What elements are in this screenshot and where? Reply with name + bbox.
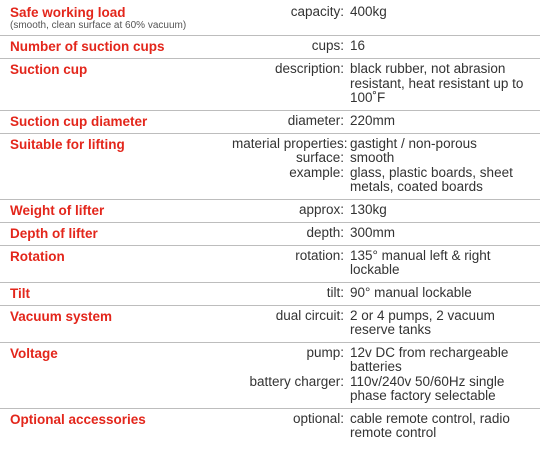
spec-row-suction-cup [0, 59, 540, 111]
spec-pair [232, 375, 540, 404]
spec-heading: Vacuum system [10, 308, 113, 324]
spec-values [232, 249, 540, 278]
spec-value: 130kg [350, 201, 387, 217]
spec-values [232, 62, 540, 106]
spec-value: 400kg [350, 4, 387, 19]
spec-values [232, 226, 540, 241]
spec-heading: Suction cup [10, 62, 88, 77]
spec-pair [232, 137, 540, 152]
spec-heading-cell [0, 203, 232, 218]
spec-pair [232, 249, 540, 278]
spec-label: diameter: [287, 112, 344, 128]
spec-heading: Suitable for lifting [10, 136, 125, 152]
spec-heading-cell [0, 412, 232, 441]
spec-pair [232, 166, 540, 195]
spec-heading-cell [0, 249, 232, 278]
spec-row-tilt [0, 283, 540, 306]
spec-label: cups: [311, 38, 344, 53]
spec-pair [232, 203, 540, 218]
spec-heading: Suction cup diameter [10, 113, 148, 129]
spec-values [232, 309, 540, 338]
spec-row-voltage [0, 343, 540, 409]
spec-heading-cell [0, 286, 232, 301]
spec-pair [232, 39, 540, 54]
spec-label: dual circuit: [275, 307, 344, 323]
spec-row-number-of-suction-cups [0, 36, 540, 59]
spec-pair [232, 309, 540, 338]
spec-heading: Depth of lifter [10, 225, 98, 241]
spec-values [232, 203, 540, 218]
spec-value: smooth [350, 150, 395, 165]
spec-pair [232, 286, 540, 301]
spec-values [232, 39, 540, 54]
spec-heading-cell [0, 62, 232, 106]
spec-heading: Number of suction cups [10, 39, 165, 54]
spec-row-suitable-for-lifting [0, 134, 540, 200]
spec-heading-cell [0, 346, 232, 404]
spec-values [232, 137, 540, 195]
spec-label: rotation: [295, 247, 344, 263]
spec-value: 135° manual left & right lockable [350, 247, 491, 277]
spec-pair [232, 346, 540, 375]
spec-value: gastight / non-porous [350, 135, 477, 151]
spec-label: depth: [306, 224, 344, 240]
spec-pair [232, 151, 540, 166]
spec-label: battery charger: [249, 373, 344, 389]
spec-row-vacuum-system [0, 306, 540, 343]
spec-values [232, 412, 540, 441]
spec-note: (smooth, clean surface at 60% vacuum) [10, 20, 187, 31]
spec-values [232, 114, 540, 129]
spec-heading: Tilt [10, 285, 30, 301]
spec-values [232, 346, 540, 404]
spec-row-weight-of-lifter [0, 200, 540, 223]
spec-heading: Safe working load [10, 5, 126, 20]
spec-value: black rubber, not abrasion resistant, heat resistant up to 100˚F [350, 61, 524, 105]
spec-value: cable remote control, radio remote control [350, 410, 510, 440]
spec-heading-cell [0, 309, 232, 338]
spec-heading: Rotation [10, 248, 65, 264]
spec-value: 110v/240v 50/60Hz single phase factory selectable [350, 373, 505, 403]
spec-pair [232, 226, 540, 241]
spec-label: optional: [292, 410, 344, 426]
spec-label: material properties: [232, 135, 348, 151]
spec-row-rotation [0, 246, 540, 283]
spec-heading: Weight of lifter [10, 202, 105, 218]
spec-heading-cell [0, 39, 232, 54]
spec-label: approx: [298, 201, 344, 217]
spec-label: example: [289, 164, 344, 180]
spec-pair [232, 5, 540, 20]
spec-label: pump: [306, 344, 344, 360]
spec-value: 220mm [350, 112, 396, 128]
spec-heading: Optional accessories [10, 411, 146, 427]
spec-value: 16 [350, 38, 366, 53]
spec-row-optional-accessories [0, 409, 540, 445]
spec-label: surface: [295, 150, 344, 165]
spec-heading-cell [0, 114, 232, 129]
spec-value: glass, plastic boards, sheet metals, coated boards [350, 164, 513, 194]
spec-label: tilt: [326, 284, 344, 300]
spec-value: 12v DC from rechargeable batteries [350, 344, 509, 374]
spec-pair [232, 412, 540, 441]
spec-row-suction-cup-diameter [0, 111, 540, 134]
spec-label: capacity: [290, 4, 344, 19]
spec-value: 300mm [350, 224, 396, 240]
spec-row-safe-working-load [0, 2, 540, 36]
spec-pair [232, 62, 540, 106]
spec-row-depth-of-lifter [0, 223, 540, 246]
spec-value: 2 or 4 pumps, 2 vacuum reserve tanks [350, 307, 495, 337]
spec-values [232, 286, 540, 301]
spec-heading-cell [0, 137, 232, 195]
spec-label: description: [274, 61, 344, 76]
spec-values [232, 5, 540, 31]
spec-heading-cell [0, 226, 232, 241]
spec-heading-cell [0, 5, 232, 31]
spec-value: 90° manual lockable [350, 284, 472, 300]
spec-heading: Voltage [10, 345, 58, 361]
spec-pair [232, 114, 540, 129]
